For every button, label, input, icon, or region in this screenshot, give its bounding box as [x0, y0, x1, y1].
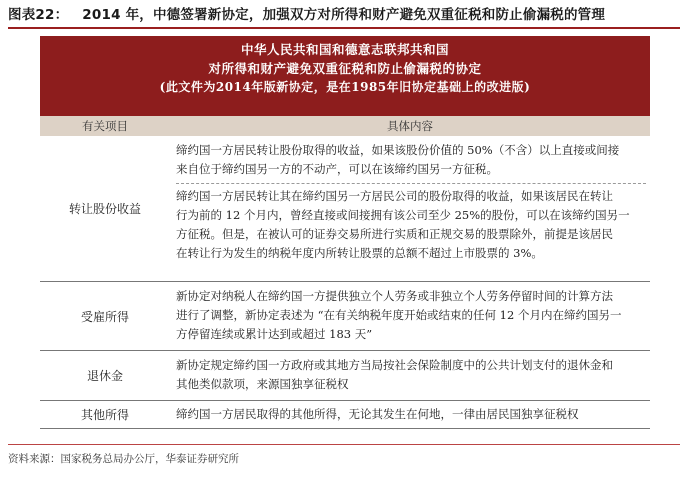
banner-line-1: 中华人民共和国和德意志联邦共和国 — [240, 42, 449, 57]
figure-label: 图表22： — [8, 7, 69, 23]
header-content: 具体内容 — [387, 119, 433, 133]
row-item-label: 退休金 — [86, 369, 123, 383]
content-line: 新协定规定缔约国一方政府或其地方当局按社会保险制度中的公共计划支付的退休金和 — [176, 358, 613, 372]
figure-title-text: 2014 年，中德签署新协定，加强双方对所得和财产避免双重征税和防止偷漏税的管理 — [82, 7, 606, 23]
table-row — [40, 401, 650, 429]
content-paragraph — [176, 282, 646, 344]
table-header — [40, 116, 650, 136]
row-item-label: 受雇所得 — [80, 309, 129, 324]
row-content — [176, 136, 646, 263]
row-content — [176, 351, 646, 394]
table-row — [40, 136, 650, 282]
content-line: 在转让行为发生的纳税年度内所转让股票的总额不超过上市股票的 3%。 — [176, 246, 543, 260]
row-content — [176, 282, 646, 344]
content-line: 其他类似款项，来源国独享征税权 — [176, 377, 349, 391]
content-line: 行为前的 12 个月内，曾经直接或间接拥有该公司至少 25%的股份，可以在该缔约国另一 — [176, 208, 630, 222]
bottom-divider — [8, 444, 680, 445]
content-line: 方停留连续或累计达到或超过 183 天” — [176, 327, 373, 341]
table-row — [40, 351, 650, 401]
content-line: 新协定对纳税人在缔约国一方提供独立个人劳务或非独立个人劳务停留时间的计算方法 — [176, 289, 613, 303]
row-item-label: 转让股份收益 — [68, 202, 141, 216]
banner-line-3: (此文件为2014年版新协定，是在1985年旧协定基础上的改进版) — [159, 80, 531, 94]
agreement-banner — [40, 36, 650, 116]
row-item-label: 其他所得 — [80, 408, 129, 422]
content-line: 缔约国一方居民转让其在缔约国另一方居民公司的股份取得的收益，如果该居民在转让 — [176, 189, 613, 203]
table-row — [40, 282, 650, 351]
content-line: 来自位于缔约国另一方的不动产，可以在该缔约国另一方征税。 — [176, 162, 498, 176]
title-divider — [8, 27, 680, 29]
content-line: 进行了调整，新协定表述为 “在有关纳税年度开始或结束的任何 12 个月内在缔约国另一 — [176, 308, 622, 322]
content-line: 缔约国一方居民取得的其他所得，无论其发生在何地，一律由居民国独享征税权 — [176, 407, 579, 421]
content-paragraph — [176, 351, 646, 394]
content-paragraph — [176, 136, 646, 183]
figure-title — [8, 4, 680, 26]
header-item: 有关项目 — [82, 119, 128, 133]
banner-line-2: 对所得和财产避免双重征税和防止偷漏税的协定 — [208, 61, 482, 76]
source-note: 资料来源：国家税务总局办公厅，华泰证券研究所 — [8, 453, 239, 465]
content-line: 方征税。但是，在被认可的证券交易所进行实质和正规交易的股票除外，前提是该居民 — [176, 227, 613, 241]
content-line: 缔约国一方居民转让股份取得的收益，如果该股份价值的 50%（不含）以上直接或间接 — [176, 143, 620, 157]
row-content — [176, 401, 646, 424]
content-paragraph — [176, 401, 646, 424]
content-paragraph — [176, 183, 646, 263]
